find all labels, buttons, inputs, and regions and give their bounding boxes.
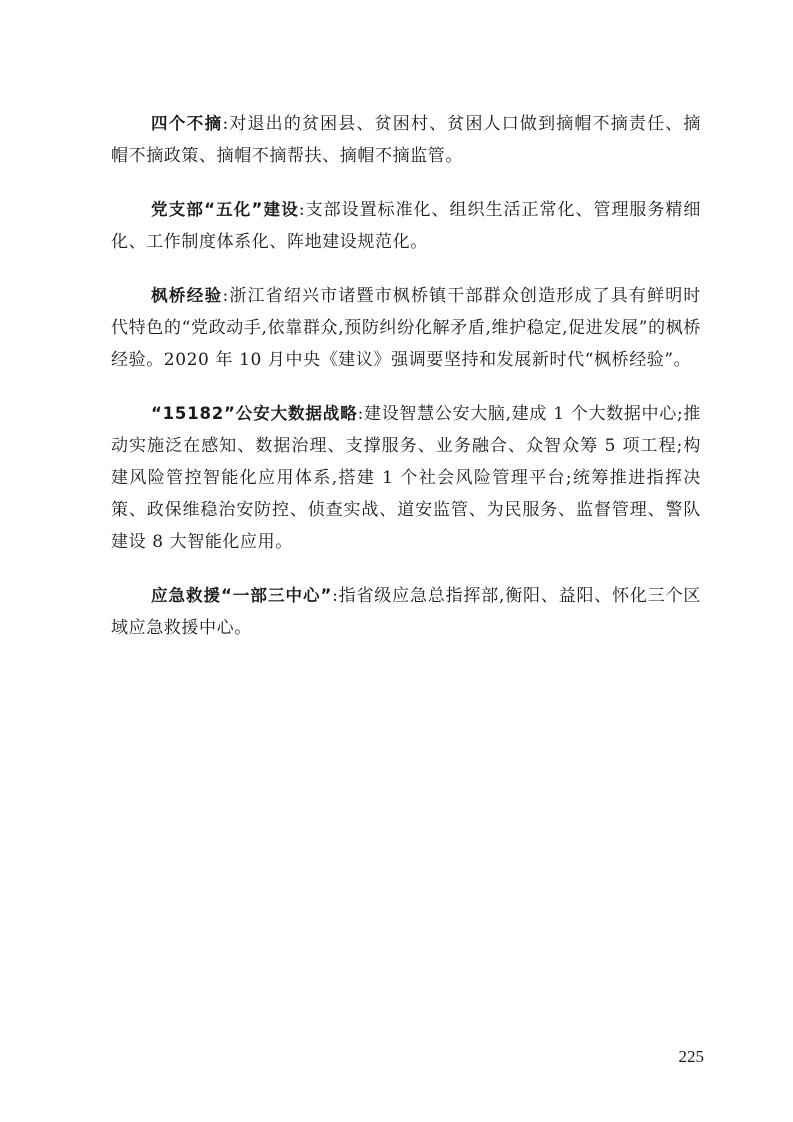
page-number: 225 [678, 1047, 704, 1066]
glossary-definition: :建设智慧公安大脑,建成 1 个大数据中心;推动实施泛在感知、数据治理、支撑服务、业务融合、众智众筹 5 项工程;构建风险管控智能化应用体系,搭建 1 个社会风险管理平台;统筹推进指挥决策、政保维稳治安防控、侦查实战、道安监管、为民服务、监督管理、警队建设 8 大智能化应用。 [111, 404, 701, 552]
glossary-definition: :浙江省绍兴市诸暨市枫桥镇干部群众创造形成了具有鲜明时代特色的“党政动手,依靠群众,预防纠纷化解矛盾,维护稳定,促进发展”的枫桥经验。2020 年 10 月中央《建议》强调要坚持和发展新时代“枫桥经验”。 [111, 286, 701, 370]
glossary-definition: :指省级应急总指挥部,衡阳、益阳、怀化三个区域应急救援中心。 [111, 586, 701, 638]
glossary-definition: :对退出的贫困县、贫困村、贫困人口做到摘帽不摘责任、摘帽不摘政策、摘帽不摘帮扶、摘帽不摘监管。 [111, 114, 701, 166]
glossary-entry-emergency-rescue [111, 580, 701, 644]
glossary-entry-fengqiao-experience [111, 280, 701, 376]
glossary-entry-party-branch-five [111, 194, 701, 258]
glossary-term: 应急救援“一部三中心” [151, 586, 333, 605]
glossary-term: 四个不摘 [151, 114, 223, 133]
glossary-entry-15182-strategy [111, 398, 701, 558]
glossary-entry-si-ge-bu-zhai [111, 108, 701, 172]
glossary-term: 党支部“五化”建设 [151, 200, 299, 219]
glossary-term: 枫桥经验 [151, 286, 223, 305]
glossary-content [111, 108, 701, 666]
glossary-term: “15182”公安大数据战略 [151, 404, 358, 423]
glossary-definition: :支部设置标准化、组织生活正常化、管理服务精细化、工作制度体系化、阵地建设规范化。 [111, 200, 702, 252]
